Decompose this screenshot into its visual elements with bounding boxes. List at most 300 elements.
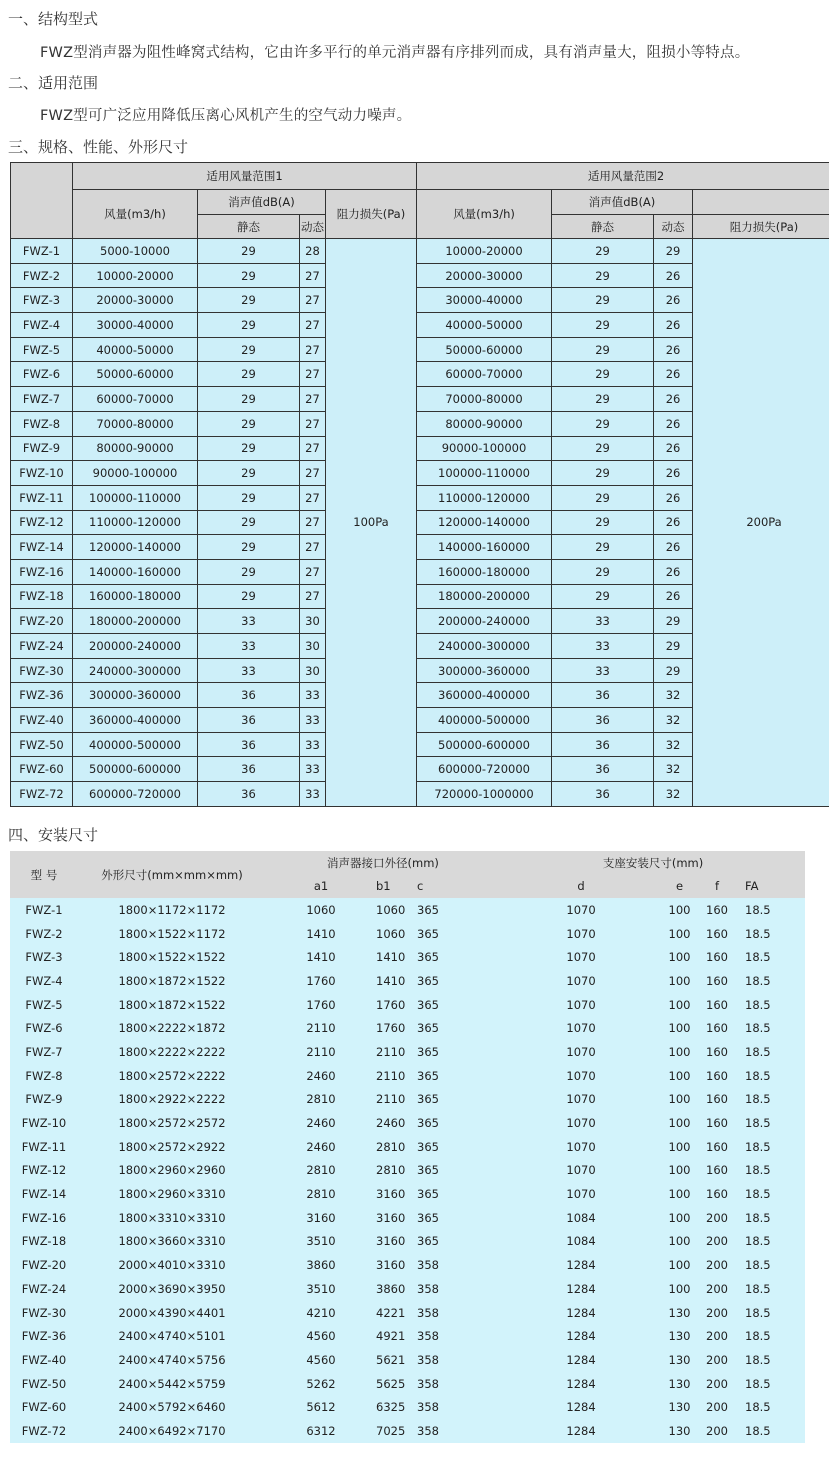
- table-cell: 80000-90000: [417, 411, 552, 436]
- table-cell: 32: [654, 683, 693, 708]
- table-cell: 100: [661, 1040, 698, 1064]
- table-cell: 100: [661, 1064, 698, 1088]
- table-cell: 70000-80000: [73, 411, 198, 436]
- table-cell: 1284: [501, 1324, 661, 1348]
- table-cell: 1070: [501, 969, 661, 993]
- table-cell: 26: [654, 461, 693, 486]
- table-cell: 200000-240000: [417, 609, 552, 634]
- table-cell: 1070: [501, 1135, 661, 1159]
- table-cell: 26: [654, 510, 693, 535]
- table-cell: 200: [698, 1277, 736, 1301]
- table-cell: 365: [417, 1040, 501, 1064]
- table-cell: 29: [198, 559, 300, 584]
- table-cell: 1070: [501, 993, 661, 1017]
- table-cell: 100: [661, 1016, 698, 1040]
- table-cell: 1800×1522×1172: [78, 922, 266, 946]
- table-cell: 28: [300, 239, 326, 264]
- support-header: 支座安装尺寸(mm): [501, 851, 805, 874]
- table-cell: 26: [654, 362, 693, 387]
- table-cell: 5621: [376, 1348, 417, 1372]
- table-cell: 358: [417, 1419, 501, 1443]
- table-cell: 100: [661, 898, 698, 922]
- table-cell: 2400×5442×5759: [78, 1372, 266, 1396]
- table-cell: 27: [300, 337, 326, 362]
- table-row: [10, 1111, 805, 1135]
- table-cell: 27: [300, 461, 326, 486]
- table-cell: FWZ-4: [11, 313, 73, 338]
- table-cell: 1060: [376, 922, 417, 946]
- table-cell: 400000-500000: [73, 732, 198, 757]
- table-cell: 160: [698, 898, 736, 922]
- table-cell: FWZ-72: [11, 782, 73, 807]
- table-cell: FWZ-5: [11, 337, 73, 362]
- dims-header: 外形尺寸(mm×mm×mm): [78, 851, 266, 898]
- table-cell: 1284: [501, 1277, 661, 1301]
- table-cell: 33: [552, 609, 654, 634]
- table-cell: 29: [198, 535, 300, 560]
- table-cell: 1760: [266, 993, 376, 1017]
- table-cell: 1284: [501, 1419, 661, 1443]
- section-1-text: FWZ型消声器为阻性峰窝式结构，它由许多平行的单元消声器有序排列而成，具有消声量大，阻损小等特点。: [40, 45, 750, 61]
- table-cell: 3160: [376, 1206, 417, 1230]
- table-cell: 100000-110000: [73, 485, 198, 510]
- table-cell: 33: [552, 634, 654, 659]
- table-cell: 160: [698, 969, 736, 993]
- table-cell: 29: [654, 658, 693, 683]
- table-cell: 1800×2222×2222: [78, 1040, 266, 1064]
- table-row: [10, 1395, 805, 1419]
- table-cell: FWZ-16: [11, 559, 73, 584]
- table-cell: 100: [661, 1159, 698, 1183]
- table-cell: 1060: [376, 898, 417, 922]
- table-cell: 29: [552, 485, 654, 510]
- table-cell: 40000-50000: [73, 337, 198, 362]
- table-cell: 100000-110000: [417, 461, 552, 486]
- table-cell: 2810: [266, 1159, 376, 1183]
- table-cell: 29: [198, 461, 300, 486]
- table-cell: 365: [417, 1135, 501, 1159]
- table-cell: FWZ-2: [11, 263, 73, 288]
- table-cell: 365: [417, 1206, 501, 1230]
- table-cell: 36: [552, 732, 654, 757]
- table-cell: 130: [661, 1348, 698, 1372]
- table-cell: 100: [661, 1206, 698, 1230]
- table-cell: 100: [661, 1277, 698, 1301]
- table-cell: 90000-100000: [73, 461, 198, 486]
- table-cell: 600000-720000: [73, 782, 198, 807]
- table-cell: 1410: [266, 922, 376, 946]
- table-cell: 4210: [266, 1301, 376, 1325]
- table-cell: 3160: [376, 1230, 417, 1254]
- table-cell: 36: [198, 708, 300, 733]
- table-cell: 365: [417, 1182, 501, 1206]
- table-cell: 33: [300, 708, 326, 733]
- table-cell: 720000-1000000: [417, 782, 552, 807]
- table-cell: 5262: [266, 1372, 376, 1396]
- section-3-heading: 三、规格、性能、外形尺寸: [8, 138, 189, 156]
- model-header: 型 号: [10, 851, 78, 898]
- table-cell: FWZ-30: [10, 1301, 78, 1325]
- table-cell: 36: [198, 782, 300, 807]
- table-cell: 2110: [266, 1040, 376, 1064]
- table-cell: 160: [698, 922, 736, 946]
- table-cell: 200: [698, 1395, 736, 1419]
- table-cell: FWZ-20: [11, 609, 73, 634]
- table-cell: 32: [654, 757, 693, 782]
- table-cell: 200: [698, 1324, 736, 1348]
- table-cell: 160: [698, 993, 736, 1017]
- table-cell: 1070: [501, 898, 661, 922]
- table-cell: 1284: [501, 1395, 661, 1419]
- table-cell: 20000-30000: [73, 288, 198, 313]
- table-cell: 360000-400000: [417, 683, 552, 708]
- table-cell: 1070: [501, 1064, 661, 1088]
- table-cell: 2400×4740×5756: [78, 1348, 266, 1372]
- table-cell: 1410: [266, 945, 376, 969]
- table-cell: 5000-10000: [73, 239, 198, 264]
- table-cell: 18.5: [736, 1253, 805, 1277]
- table-cell: 18.5: [736, 898, 805, 922]
- table-cell: 600000-720000: [417, 757, 552, 782]
- table-cell: 2460: [266, 1111, 376, 1135]
- table-cell: 29: [552, 584, 654, 609]
- table-row: [10, 1348, 805, 1372]
- table-cell: FWZ-18: [11, 584, 73, 609]
- resistance2-cell: 200Pa: [693, 239, 829, 807]
- table-cell: 2110: [376, 1088, 417, 1112]
- table-cell: 1800×2222×1872: [78, 1016, 266, 1040]
- table-cell: 32: [654, 708, 693, 733]
- table-cell: 6325: [376, 1395, 417, 1419]
- table-cell: 26: [654, 387, 693, 412]
- table-cell: 1800×2960×3310: [78, 1182, 266, 1206]
- table-cell: 160: [698, 945, 736, 969]
- table-cell: 18.5: [736, 1040, 805, 1064]
- airflow2-header: 风量(m3/h): [417, 190, 552, 239]
- table-row: [10, 1253, 805, 1277]
- table-cell: 90000-100000: [417, 436, 552, 461]
- table-cell: 3510: [266, 1230, 376, 1254]
- table-cell: 1800×2572×2222: [78, 1064, 266, 1088]
- resistance1-cell: 100Pa: [326, 239, 417, 807]
- model-header-cell: [11, 163, 73, 239]
- table-cell: 1070: [501, 1016, 661, 1040]
- table-cell: 33: [300, 782, 326, 807]
- table-cell: FWZ-18: [10, 1230, 78, 1254]
- table-cell: 240000-300000: [417, 634, 552, 659]
- f-header: f: [698, 874, 736, 898]
- table-cell: 1800×3660×3310: [78, 1230, 266, 1254]
- table-cell: 1284: [501, 1372, 661, 1396]
- table-cell: 26: [654, 584, 693, 609]
- section-4-heading: 四、安装尺寸: [8, 826, 99, 844]
- table-cell: 365: [417, 1111, 501, 1135]
- table-cell: 27: [300, 362, 326, 387]
- table-cell: 365: [417, 922, 501, 946]
- blank-header-cell: [693, 190, 829, 215]
- table-cell: 100: [661, 1182, 698, 1206]
- table-cell: 18.5: [736, 1419, 805, 1443]
- table-cell: FWZ-2: [10, 922, 78, 946]
- table-cell: 1060: [266, 898, 376, 922]
- table-cell: 160: [698, 1088, 736, 1112]
- table-cell: 358: [417, 1372, 501, 1396]
- e-header: e: [661, 874, 698, 898]
- table-cell: 500000-600000: [417, 732, 552, 757]
- table-cell: 100: [661, 1253, 698, 1277]
- fa-header: FA: [736, 874, 805, 898]
- table-cell: 1800×2960×2960: [78, 1159, 266, 1183]
- table-cell: 27: [300, 288, 326, 313]
- table-cell: FWZ-3: [10, 945, 78, 969]
- table-cell: 2110: [376, 1064, 417, 1088]
- table-cell: 32: [654, 732, 693, 757]
- table-cell: 2810: [376, 1135, 417, 1159]
- table-cell: 100: [661, 945, 698, 969]
- table-row: [10, 1135, 805, 1159]
- table-cell: 18.5: [736, 1324, 805, 1348]
- table-cell: 1800×3310×3310: [78, 1206, 266, 1230]
- table-cell: 358: [417, 1301, 501, 1325]
- table-row: [10, 945, 805, 969]
- table-cell: 365: [417, 993, 501, 1017]
- table-cell: 160000-180000: [417, 559, 552, 584]
- table-cell: 27: [300, 559, 326, 584]
- table-cell: FWZ-12: [11, 510, 73, 535]
- table-cell: 7025: [376, 1419, 417, 1443]
- table-cell: 29: [552, 436, 654, 461]
- table-cell: 29: [552, 288, 654, 313]
- table-cell: 200: [698, 1206, 736, 1230]
- table-cell: FWZ-8: [11, 411, 73, 436]
- install-table-body: [10, 898, 805, 1443]
- table-cell: FWZ-14: [11, 535, 73, 560]
- table-cell: 160: [698, 1182, 736, 1206]
- table-cell: 4560: [266, 1348, 376, 1372]
- table-cell: 29: [654, 239, 693, 264]
- table-cell: 30: [300, 634, 326, 659]
- table-cell: 2460: [266, 1064, 376, 1088]
- a1-header: a1: [266, 874, 376, 898]
- table-cell: 29: [552, 559, 654, 584]
- table-cell: 200: [698, 1301, 736, 1325]
- table-cell: 1070: [501, 1088, 661, 1112]
- table-cell: FWZ-9: [11, 436, 73, 461]
- table-row: [10, 1088, 805, 1112]
- table-row: [10, 1064, 805, 1088]
- table-cell: 365: [417, 1230, 501, 1254]
- table-cell: 100: [661, 993, 698, 1017]
- table-cell: 26: [654, 337, 693, 362]
- table-cell: 2810: [266, 1088, 376, 1112]
- table-row: [10, 1040, 805, 1064]
- table-cell: 5625: [376, 1372, 417, 1396]
- table-cell: 120000-140000: [73, 535, 198, 560]
- section-2-heading: 二、适用范围: [8, 74, 99, 92]
- table-cell: 2110: [376, 1040, 417, 1064]
- table-cell: 33: [198, 658, 300, 683]
- table-cell: 1800×1872×1522: [78, 993, 266, 1017]
- table-cell: 30000-40000: [73, 313, 198, 338]
- port-header: [266, 851, 501, 874]
- range1-header: 适用风量范围1: [73, 163, 417, 190]
- table-cell: FWZ-5: [10, 993, 78, 1017]
- table-row: [10, 1016, 805, 1040]
- table-cell: FWZ-7: [10, 1040, 78, 1064]
- resistance2-header: 阻力损失(Pa): [693, 215, 829, 239]
- table-cell: 400000-500000: [417, 708, 552, 733]
- table-cell: 10000-20000: [73, 263, 198, 288]
- table-row: [10, 1182, 805, 1206]
- table-cell: 2400×5792×6460: [78, 1395, 266, 1419]
- table-cell: 50000-60000: [417, 337, 552, 362]
- table-cell: 200: [698, 1230, 736, 1254]
- table-cell: FWZ-60: [11, 757, 73, 782]
- table-cell: 29: [198, 584, 300, 609]
- table-cell: 2460: [376, 1111, 417, 1135]
- table-cell: 240000-300000: [73, 658, 198, 683]
- table-cell: 130: [661, 1419, 698, 1443]
- table-cell: 358: [417, 1395, 501, 1419]
- table-cell: 358: [417, 1348, 501, 1372]
- table-cell: 29: [552, 387, 654, 412]
- table-cell: 160: [698, 1135, 736, 1159]
- table-cell: FWZ-8: [10, 1064, 78, 1088]
- table-cell: 30000-40000: [417, 288, 552, 313]
- table-cell: 18.5: [736, 969, 805, 993]
- table-cell: 80000-90000: [73, 436, 198, 461]
- table-row: [10, 969, 805, 993]
- table-cell: 200: [698, 1419, 736, 1443]
- dynamic1-header: 动态: [300, 215, 326, 239]
- table-cell: 60000-70000: [417, 362, 552, 387]
- table-cell: 180000-200000: [73, 609, 198, 634]
- table-cell: 29: [198, 510, 300, 535]
- table-cell: 2000×4390×4401: [78, 1301, 266, 1325]
- table-cell: 2110: [266, 1016, 376, 1040]
- table-row: [10, 898, 805, 922]
- resistance1-header: 阻力损失(Pa): [326, 190, 417, 239]
- table-cell: 2460: [266, 1135, 376, 1159]
- table-cell: 2000×3690×3950: [78, 1277, 266, 1301]
- table-cell: 29: [552, 461, 654, 486]
- table-cell: 30: [300, 609, 326, 634]
- table-cell: FWZ-11: [11, 485, 73, 510]
- table-cell: FWZ-10: [10, 1111, 78, 1135]
- table-cell: 3860: [266, 1253, 376, 1277]
- table-cell: 1800×1522×1522: [78, 945, 266, 969]
- table-row: [11, 239, 829, 264]
- table-cell: 2810: [376, 1159, 417, 1183]
- table-cell: 18.5: [736, 1159, 805, 1183]
- table-cell: 1070: [501, 1111, 661, 1135]
- table-cell: FWZ-16: [10, 1206, 78, 1230]
- table-cell: 18.5: [736, 1395, 805, 1419]
- table-cell: 27: [300, 584, 326, 609]
- table-cell: 130: [661, 1395, 698, 1419]
- table-cell: 5612: [266, 1395, 376, 1419]
- table-cell: 160: [698, 1111, 736, 1135]
- specs-table-body: [11, 239, 829, 807]
- table-cell: 130: [661, 1372, 698, 1396]
- section-1-heading: 一、结构型式: [8, 10, 99, 28]
- table-cell: 1800×1872×1522: [78, 969, 266, 993]
- table-row: [10, 1230, 805, 1254]
- table-cell: 27: [300, 436, 326, 461]
- table-cell: 1084: [501, 1230, 661, 1254]
- table-cell: 26: [654, 313, 693, 338]
- table-cell: 36: [552, 757, 654, 782]
- table-cell: 18.5: [736, 1206, 805, 1230]
- table-cell: 365: [417, 969, 501, 993]
- table-cell: FWZ-14: [10, 1182, 78, 1206]
- table-cell: 160: [698, 1064, 736, 1088]
- port-header-text: 消声器接口外径(mm): [327, 855, 439, 870]
- table-cell: 36: [198, 757, 300, 782]
- table-cell: 36: [198, 683, 300, 708]
- table-cell: FWZ-10: [11, 461, 73, 486]
- table-cell: 29: [552, 535, 654, 560]
- table-row: [10, 1419, 805, 1443]
- table-cell: 33: [300, 757, 326, 782]
- table-cell: FWZ-4: [10, 969, 78, 993]
- table-cell: 36: [552, 782, 654, 807]
- table-cell: 29: [654, 634, 693, 659]
- table-cell: FWZ-7: [11, 387, 73, 412]
- table-cell: 365: [417, 1064, 501, 1088]
- table-cell: FWZ-1: [10, 898, 78, 922]
- table-cell: 1410: [376, 945, 417, 969]
- table-cell: 36: [552, 683, 654, 708]
- b1-header: b1: [376, 874, 417, 898]
- table-cell: 365: [417, 1159, 501, 1183]
- static1-header: 静态: [198, 215, 300, 239]
- table-cell: 26: [654, 411, 693, 436]
- table-cell: 358: [417, 1324, 501, 1348]
- table-cell: 200: [698, 1253, 736, 1277]
- table-cell: 110000-120000: [73, 510, 198, 535]
- table-cell: 130: [661, 1324, 698, 1348]
- table-cell: 29: [198, 436, 300, 461]
- table-cell: 120000-140000: [417, 510, 552, 535]
- table-cell: 1284: [501, 1301, 661, 1325]
- table-cell: 2000×4010×3310: [78, 1253, 266, 1277]
- table-cell: FWZ-40: [10, 1348, 78, 1372]
- table-cell: 1070: [501, 922, 661, 946]
- airflow1-header: 风量(m3/h): [73, 190, 198, 239]
- table-cell: 160: [698, 1016, 736, 1040]
- table-cell: 18.5: [736, 993, 805, 1017]
- table-cell: 1800×2922×2222: [78, 1088, 266, 1112]
- table-cell: 365: [417, 1016, 501, 1040]
- table-cell: 18.5: [736, 1230, 805, 1254]
- table-cell: 29: [198, 288, 300, 313]
- table-cell: 1800×1172×1172: [78, 898, 266, 922]
- table-cell: FWZ-1: [11, 239, 73, 264]
- table-cell: FWZ-24: [10, 1277, 78, 1301]
- table-cell: 29: [198, 411, 300, 436]
- table-cell: 29: [198, 387, 300, 412]
- table-cell: 29: [552, 239, 654, 264]
- table-cell: 100: [661, 1230, 698, 1254]
- table-row: [10, 1159, 805, 1183]
- table-cell: 26: [654, 485, 693, 510]
- table-cell: 29: [198, 362, 300, 387]
- table-cell: 300000-360000: [417, 658, 552, 683]
- table-cell: 18.5: [736, 1088, 805, 1112]
- table-cell: 20000-30000: [417, 263, 552, 288]
- table-cell: 1084: [501, 1206, 661, 1230]
